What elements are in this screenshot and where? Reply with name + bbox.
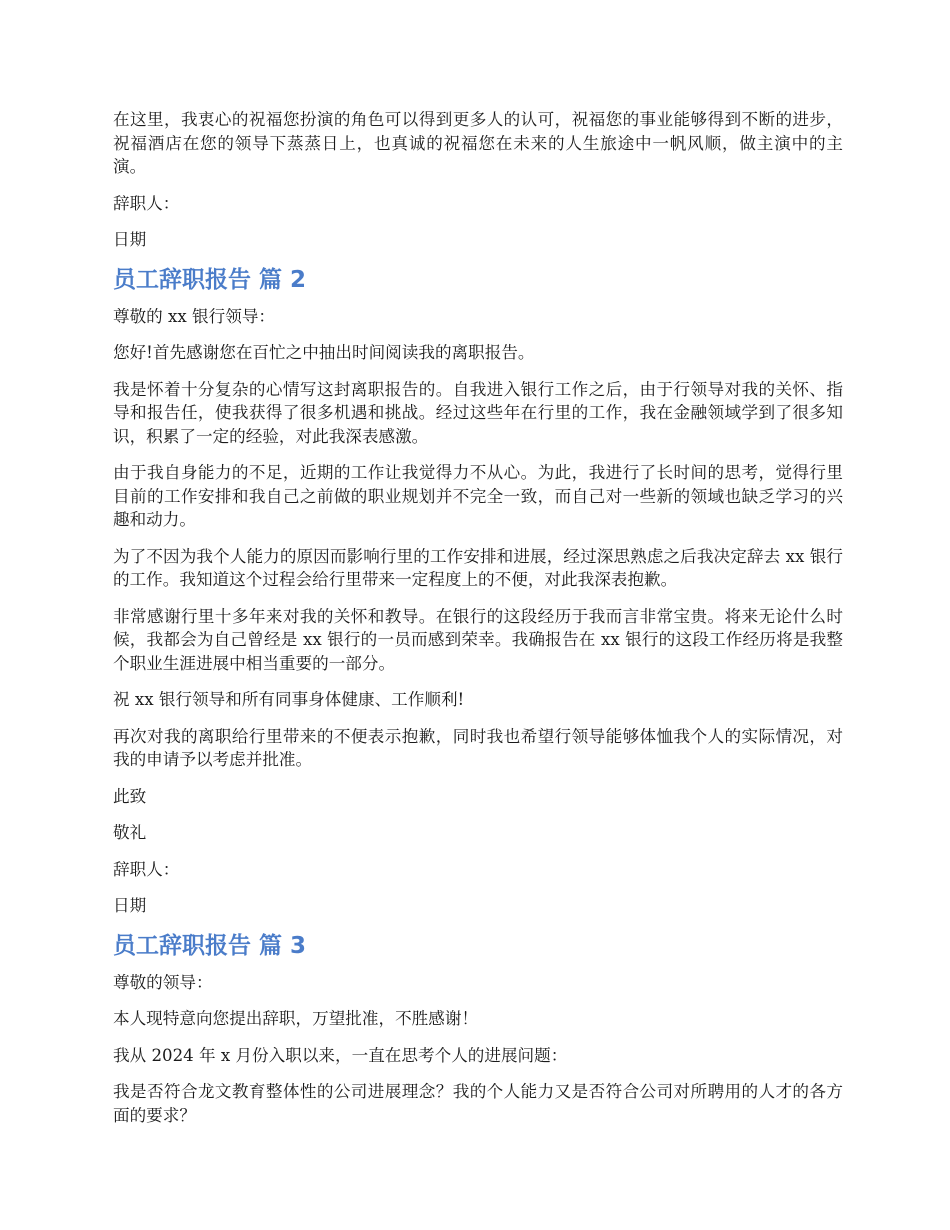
paragraph: 本人现特意向您提出辞职，万望批准，不胜感谢！ [113,1009,479,1028]
salutation: 尊敬的领导： [113,972,213,992]
paragraph: 我是否符合龙文教育整体性的公司进展理念？我的个人能力又是否符合公司对所聘用的人才的各方面的要求？ [113,1082,843,1125]
date-label: 日期 [113,230,147,249]
paragraph: 在这里，我衷心的祝福您扮演的角色可以得到更多人的认可，祝福您的事业能够得到不断的进步，祝福酒店在您的领导下蒸蒸日上，也真诚的祝福您在未来的人生旅途中一帆风顺，做主演中的主演。 [113,110,843,176]
closing-line: 此致 [113,786,147,806]
paragraph: 非常感谢行里十多年来对我的关怀和教导。在银行的这段经历于我而言非常宝贵。将来无论什么时候，我都会为自己曾经是 xx 银行的一员而感到荣幸。我确报告在 xx 银行的这段工作经历将是我整个职业生涯进展中相当重要的一部分。 [113,606,843,673]
paragraph: 您好!首先感谢您在百忙之中抽出时间阅读我的离职报告。 [113,343,535,362]
section-heading-2: 员工辞职报告 篇 2 [113,266,307,293]
date-label: 日期 [113,896,147,915]
paragraph: 我是怀着十分复杂的心情写这封离职报告的。自我进入银行工作之后，由于行领导对我的关怀、指导和报告任，使我获得了很多机遇和挑战。经过这些年在行里的工作，我在金融领域学到了很多知识，积累了一定的经验，对此我深表感激。 [113,379,843,446]
paragraph: 为了不因为我个人能力的原因而影响行里的工作安排和进展，经过深思熟虑之后我决定辞去 xx 银行的工作。我知道这个过程会给行里带来一定程度上的不便，对此我深表抱歉。 [113,546,843,589]
paragraph: 由于我自身能力的不足，近期的工作让我觉得力不从心。为此，我进行了长时间的思考，觉得行里目前的工作安排和我自己之前做的职业规划并不完全一致，而自己对一些新的领域也缺乏学习的兴趣和动力。 [113,463,843,529]
section-heading-3: 员工辞职报告 篇 3 [113,932,307,959]
paragraph: 我从 2024 年 x 月份入职以来，一直在思考个人的进展问题： [113,1045,568,1065]
salutation: 尊敬的 xx 银行领导： [113,306,276,326]
closing-line: 敬礼 [113,823,147,842]
document-page [113,108,843,1140]
resigner-label: 辞职人： [113,193,180,213]
paragraph: 再次对我的离职给行里带来的不便表示抱歉，同时我也希望行领导能够体恤我个人的实际情况，对我的申请予以考虑并批准。 [113,726,843,769]
resigner-label: 辞职人： [113,859,180,879]
paragraph: 祝 xx 银行领导和所有同事身体健康、工作顺利! [113,690,465,709]
